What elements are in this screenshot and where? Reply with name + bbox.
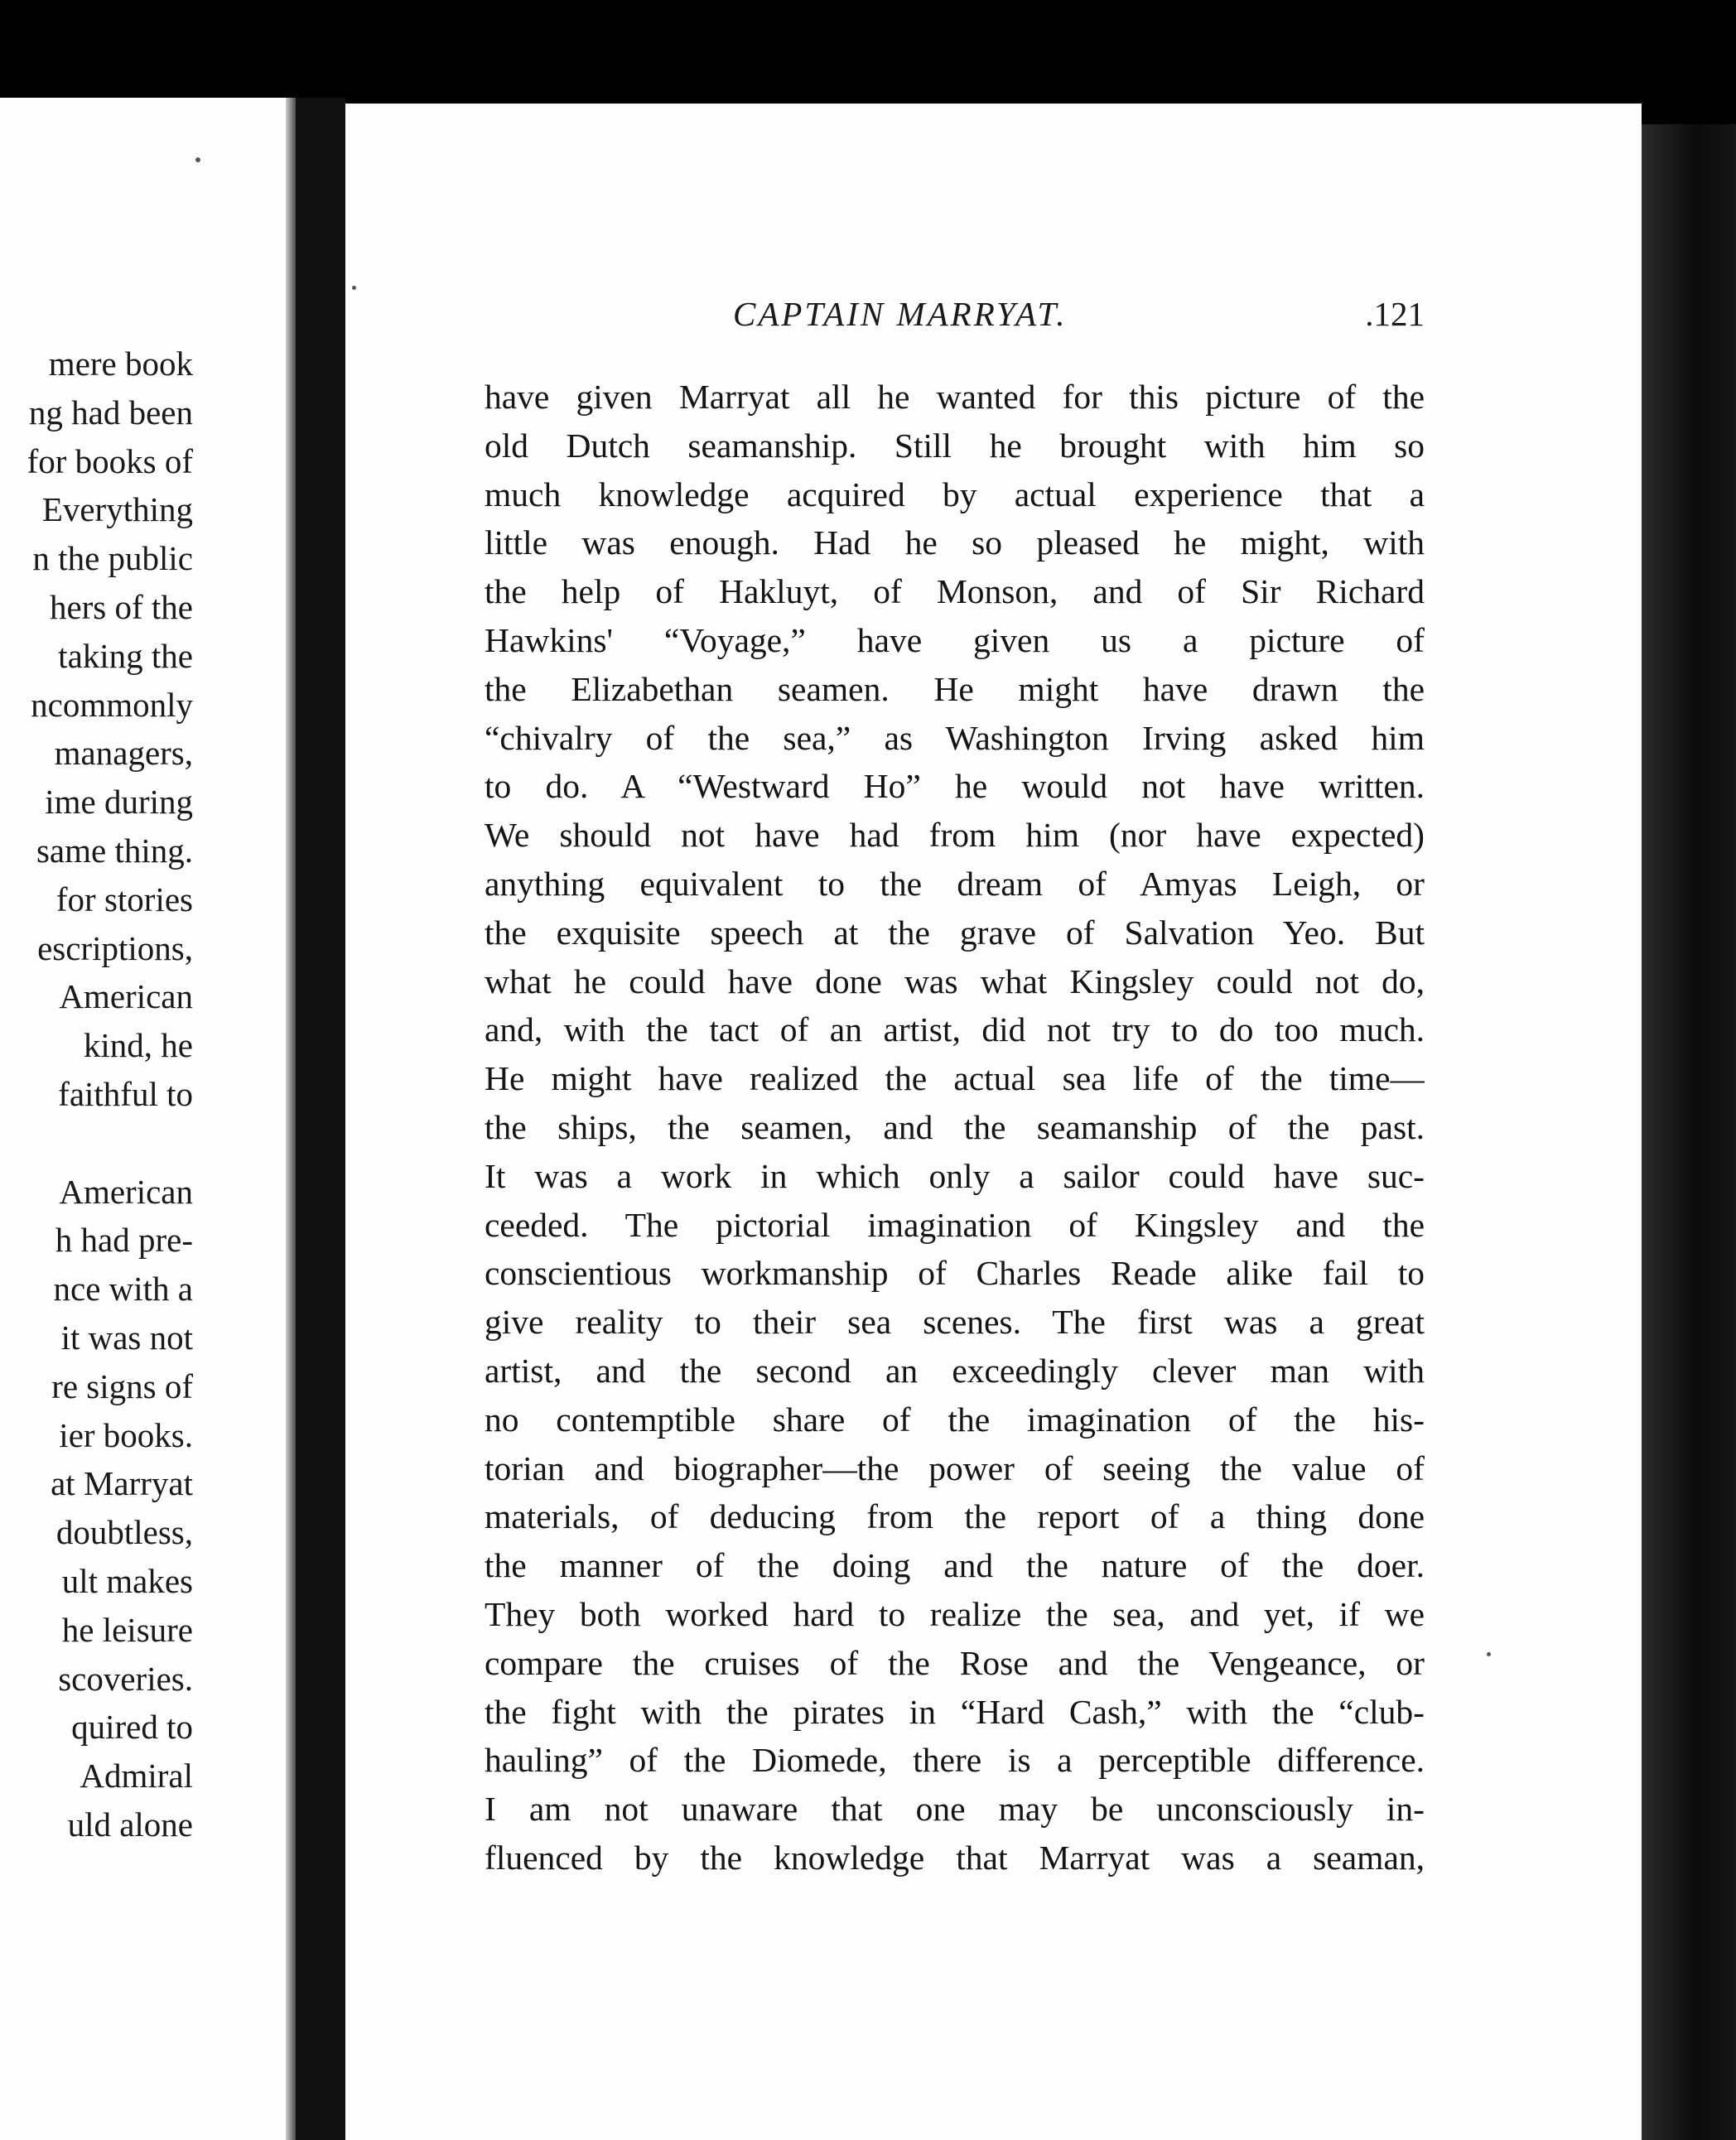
text-line: torian and biographer—the power of seeing the value of xyxy=(485,1448,1425,1487)
book-gutter xyxy=(296,98,345,2140)
left-line: it was not xyxy=(60,1318,193,1357)
text-line: fluenced by the knowledge that Marryat was a seaman, xyxy=(485,1838,1425,1877)
text-line: give reality to their sea scenes. The first was a great xyxy=(485,1303,1425,1342)
text-line: the help of Hakluyt, of Monson, and of Sir Richard xyxy=(485,572,1425,611)
left-line: quired to xyxy=(71,1708,193,1747)
paper-speck xyxy=(195,157,200,162)
left-line: he leisure xyxy=(61,1610,193,1649)
left-line: ncommonly xyxy=(31,685,193,724)
left-line: ng had been xyxy=(28,393,193,431)
left-line: same thing. xyxy=(36,831,193,870)
left-line: at Marryat xyxy=(51,1464,193,1503)
text-line: little was enough. Had he so pleased he might, with xyxy=(485,523,1425,562)
text-line: the Elizabethan seamen. He might have drawn the xyxy=(485,669,1425,708)
text-line: He might have realized the actual sea life of the time— xyxy=(485,1059,1425,1098)
running-title: CAPTAIN MARRYAT. xyxy=(733,295,1068,333)
left-line: American xyxy=(59,977,193,1016)
text-line: the ships, the seamen, and the seamanship of the past. xyxy=(485,1107,1425,1146)
left-line: re signs of xyxy=(51,1366,193,1405)
left-line: escriptions, xyxy=(37,928,193,967)
left-line: ult makes xyxy=(61,1561,193,1600)
left-line: h had pre- xyxy=(55,1221,193,1260)
text-line: materials, of deducing from the report of a thing done xyxy=(485,1497,1425,1536)
text-line: ceeded. The pictorial imagination of Kingsley and the xyxy=(485,1205,1425,1244)
text-line: the fight with the pirates in “Hard Cash,” with the “club- xyxy=(485,1692,1425,1731)
text-line: hauling” of the Diomede, there is a perceptible difference. xyxy=(485,1741,1425,1780)
left-line: scoveries. xyxy=(58,1659,193,1698)
text-line: no contemptible share of the imagination of the his- xyxy=(485,1400,1425,1439)
text-line: We should not have had from him (nor have expected) xyxy=(485,816,1425,855)
left-line: hers of the xyxy=(49,587,193,626)
text-line: the manner of the doing and the nature of the doer. xyxy=(485,1546,1425,1585)
text-line: Hawkins' “Voyage,” have given us a picture of xyxy=(485,620,1425,659)
left-line: for books of xyxy=(27,441,193,480)
left-line: managers, xyxy=(54,734,193,773)
text-line: old Dutch seamanship. Still he brought with him so xyxy=(485,426,1425,465)
paper-speck xyxy=(352,286,356,290)
text-line: artist, and the second an exceedingly clever man with xyxy=(485,1351,1425,1390)
left-page-edge xyxy=(286,98,296,2140)
left-line xyxy=(0,1119,286,1168)
page-header xyxy=(485,294,1425,342)
left-page-text xyxy=(0,340,286,1849)
text-line: to do. A “Westward Ho” he would not have written. xyxy=(485,767,1425,806)
text-line: compare the cruises of the Rose and the Vengeance, or xyxy=(485,1643,1425,1682)
left-line: taking the xyxy=(58,636,193,675)
left-line: Admiral xyxy=(80,1757,193,1795)
text-line: have given Marryat all he wanted for this picture of the xyxy=(485,378,1425,416)
left-line: faithful to xyxy=(58,1074,193,1113)
left-line: American xyxy=(59,1172,193,1211)
text-line: It was a work in which only a sailor could have suc- xyxy=(485,1156,1425,1195)
paper-speck xyxy=(1487,1652,1491,1656)
text-line: the exquisite speech at the grave of Salvation Yeo. But xyxy=(485,913,1425,952)
text-line: conscientious workmanship of Charles Reade alike fail to xyxy=(485,1254,1425,1293)
page-number: .121 xyxy=(1365,295,1425,333)
text-line: “chivalry of the sea,” as Washington Irving asked him xyxy=(485,718,1425,757)
left-line: kind, he xyxy=(83,1026,193,1065)
left-line: mere book xyxy=(48,345,193,383)
left-line: nce with a xyxy=(53,1270,193,1309)
left-line: for stories xyxy=(55,880,193,918)
left-line: n the public xyxy=(32,539,193,578)
left-line: doubtless, xyxy=(55,1513,193,1552)
text-line: much knowledge acquired by actual experience that a xyxy=(485,475,1425,513)
left-line: uld alone xyxy=(67,1805,193,1844)
text-line: I am not unaware that one may be unconsciously in- xyxy=(485,1790,1425,1829)
text-line: anything equivalent to the dream of Amyas Leigh, or xyxy=(485,864,1425,903)
text-line: They both worked hard to realize the sea, and yet, if we xyxy=(485,1594,1425,1633)
text-line: and, with the tact of an artist, did not try to do too much. xyxy=(485,1010,1425,1049)
left-line: ier books. xyxy=(59,1415,193,1454)
body-text xyxy=(485,373,1425,1882)
text-line: what he could have done was what Kingsley could not do, xyxy=(485,962,1425,1000)
right-page-edge xyxy=(1642,124,1736,2140)
left-line: ime during xyxy=(45,783,193,822)
left-line: Everything xyxy=(41,490,193,529)
